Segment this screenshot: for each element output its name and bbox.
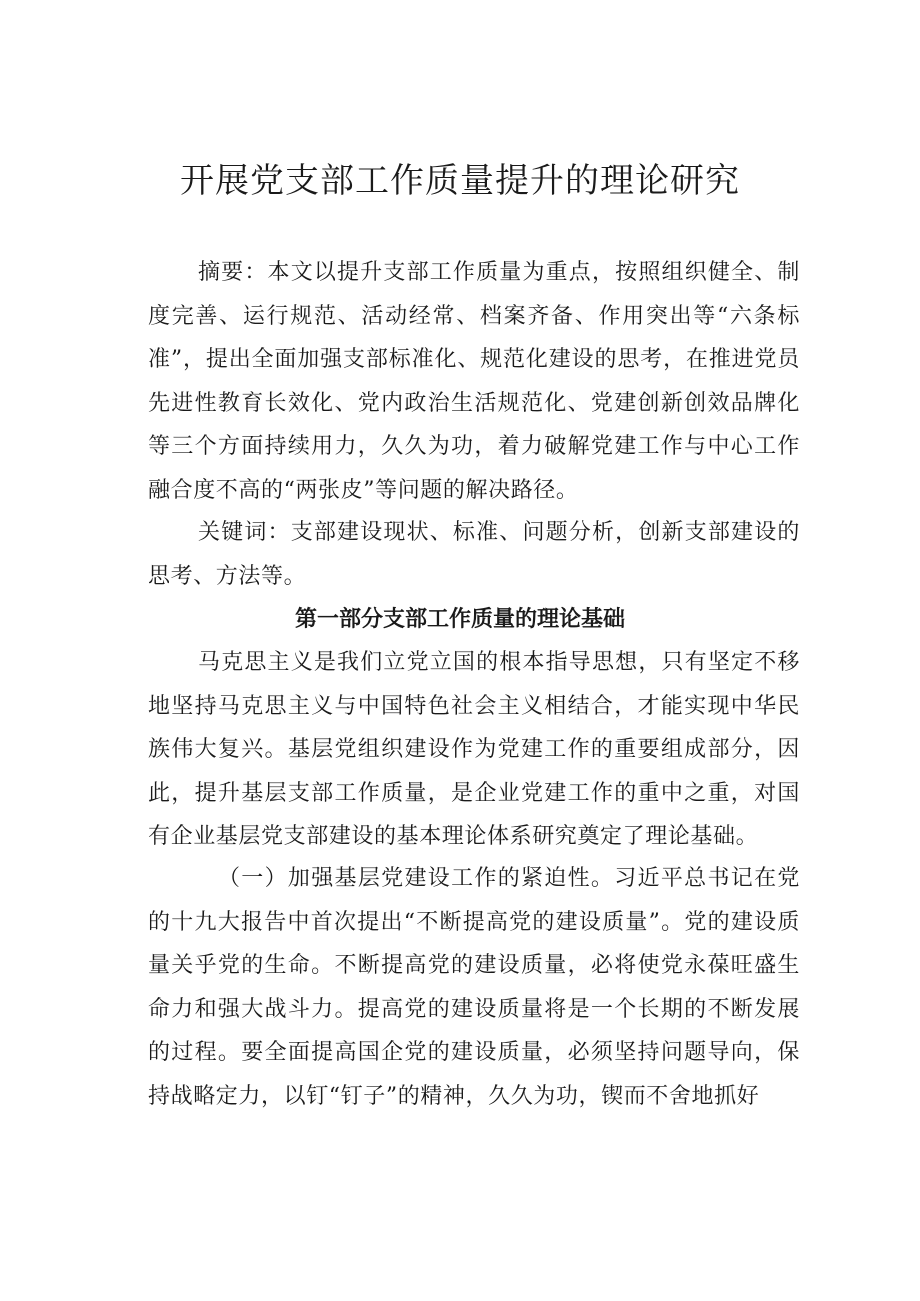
section-heading: 第一部分支部工作质量的理论基础 xyxy=(294,607,625,632)
body-paragraph-2: （一）加强基层党建设工作的紧迫性。习近平总书记在党的十九大报告中首次提出“不断提高党的建设质量”。党的建设质量关乎党的生命。不断提高党的建设质量，必将使党永葆旺盛生命力和强大战斗力。提高党的建设质量将是一个长期的不断发展的过程。要全面提高国企党的建设质量，必须坚持问题导向，保持战略定力，以钉“钉子”的精神，久久为功，锲而不舍地抓好 xyxy=(148,866,800,1109)
document-title: 开展党支部工作质量提升的理论研究 xyxy=(180,161,740,201)
body-paragraph-1: 马克思主义是我们立党立国的根本指导思想，只有坚定不移地坚持马克思主义与中国特色社会主义相结合，才能实现中华民族伟大复兴。基层党组织建设作为党建工作的重要组成部分，因此，提升基层支部工作质量，是企业党建工作的重中之重，对国有企业基层党支部建设的基本理论体系研究奠定了理论基础。 xyxy=(148,650,800,850)
keywords-paragraph: 关键词：支部建设现状、标准、问题分析，创新支部建设的思考、方法等。 xyxy=(148,520,800,589)
abstract-paragraph: 摘要：本文以提升支部工作质量为重点，按照组织健全、制度完善、运行规范、活动经常、档案齐备、作用突出等“六条标准”，提出全面加强支部标准化、规范化建设的思考，在推进党员先进性教育长效化、党内政治生活规范化、党建创新创效品牌化等三个方面持续用力，久久为功，着力破解党建工作与中心工作融合度不高的“两张皮”等问题的解决路径。 xyxy=(148,260,800,503)
